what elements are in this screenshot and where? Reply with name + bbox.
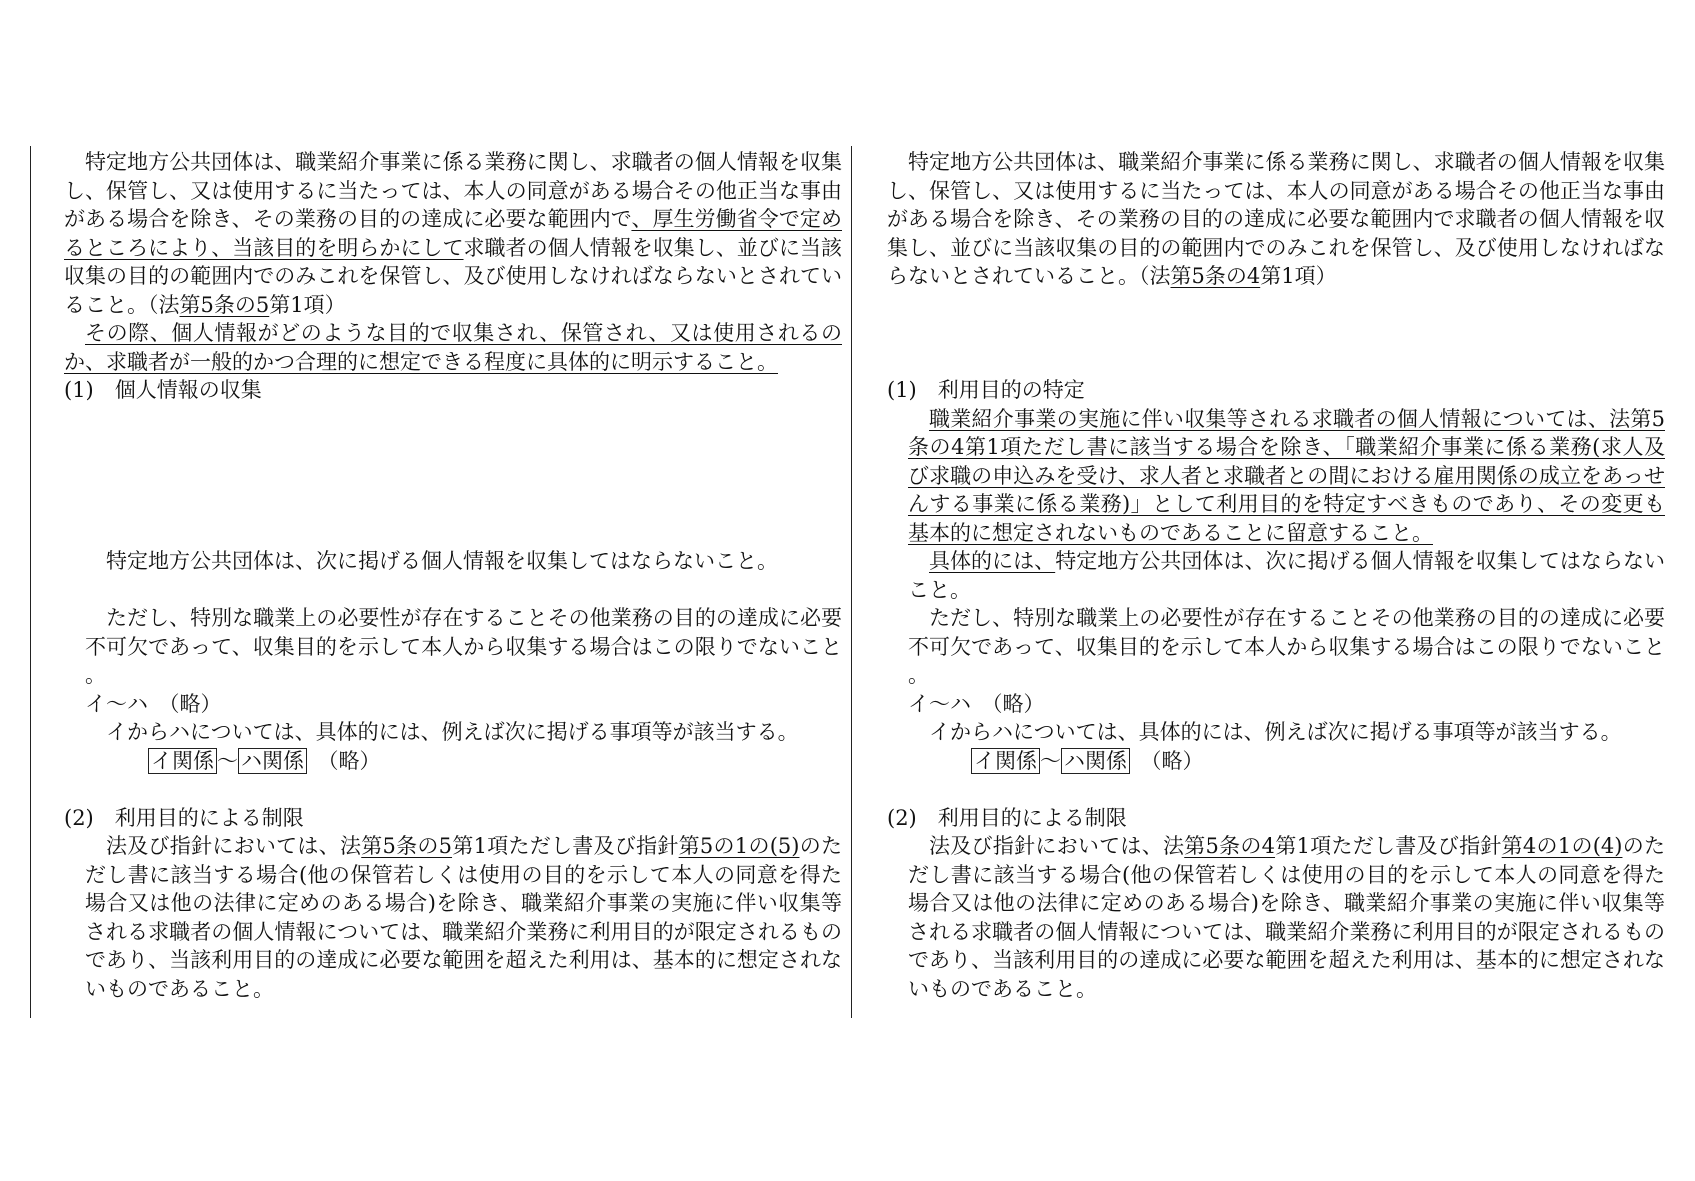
left-border-line	[30, 146, 31, 1018]
right-s2-article-ref: 第5条の4	[1184, 834, 1276, 858]
left-s2-text-c: のただし書に該当する場合(他の保管若しくは使用の目的を示して本人の同意を得た場合又は他の法律に定めのある場合)を除き、職業紹介事業の実施に伴い収集等される求職者の個人情報については、職業紹介業務に利用目的が限定されるものであり、当該利用目的の達成に必要な範囲を超えた利用は、基本的に想定されないものであること。	[85, 834, 843, 1001]
right-box-i: イ関係	[971, 748, 1040, 774]
left-intro-text-3: 求職者の個人情報を収集し、並びに当該収集の目的の範囲内でのみこれを保管し、及び使用しなければならないとされていること。（法	[64, 235, 843, 317]
right-spacer-1b	[887, 348, 1665, 377]
left-column	[64, 148, 842, 1003]
right-s2-text-b: 第1項ただし書及び指針	[1275, 834, 1502, 858]
left-box-i: イ関係	[148, 748, 217, 774]
left-s2-text-a: 法及び指針においては、法	[106, 834, 362, 858]
right-intro-text-2: 第1項）	[1260, 264, 1337, 288]
right-specifically-underlined: 具体的には、	[929, 549, 1056, 573]
right-related-items-row	[887, 747, 1665, 776]
right-section-1-heading	[887, 376, 1665, 405]
left-intro-paragraph	[64, 148, 842, 319]
right-purpose-underlined: 職業紹介事業の実施に伴い収集等される求職者の個人情報については、法第5条の4第1項ただし書に該当する場合を除き、「職業紹介事業に係る業務(求人及び求職の申込みを受け、求人者と求職者との間における雇用関係の成立をあっせんする事業に係る業務)」として利用目的を特定すべきものであり、その変更も基本的に想定されないものであることに留意すること。	[908, 406, 1665, 545]
column-divider	[851, 146, 852, 1018]
right-spacer-1	[887, 291, 1665, 348]
right-s2-text-c: のただし書に該当する場合(他の保管若しくは使用の目的を示して本人の同意を得た場合又は他の法律に定めのある場合)を除き、職業紹介事業の実施に伴い収集等される求職者の個人情報については、職業紹介業務に利用目的が限定されるものであり、当該利用目的の達成に必要な範囲を超えた利用は、基本的に想定されないものであること。	[908, 834, 1666, 1001]
left-s2-article-ref: 第5条の5	[361, 834, 453, 858]
left-spacer-3	[64, 775, 842, 804]
left-spacer-2	[64, 576, 842, 605]
left-section-1-items: イ～ハ （略）	[85, 691, 222, 716]
right-section-1-paragraph-2	[887, 547, 1665, 604]
right-omitted-label: （略）	[1151, 748, 1204, 773]
left-s2-guideline-ref: 第5の1の(5)	[678, 834, 800, 858]
left-section-1-heading: (1) 個人情報の収集	[64, 378, 262, 402]
right-section-1-paragraph-2-text: 特定地方公共団体は、次に掲げる個人情報を収集してはならないこと。	[908, 549, 1666, 602]
left-box-ha: ハ関係	[238, 748, 307, 774]
right-section-1-items: イ～ハ （略）	[908, 691, 1045, 716]
left-omitted-label: （略）	[328, 748, 381, 773]
right-intro-text-1: 特定地方公共団体は、職業紹介事業に係る業務に関し、求職者の個人情報を収集し、保管し、又は使用するに当たっては、本人の同意がある場合その他正当な事由がある場合を除き、その業務の目的の達成に必要な範囲内で求職者の個人情報を収集し、並びに当該収集の目的の範囲内でのみこれを保管し、及び使用しなければならないとされていること。（法	[887, 150, 1665, 288]
right-section-1-paragraph-1	[887, 405, 1665, 548]
left-intro-text-4: 第1項）	[269, 292, 346, 317]
right-tilde: ～	[1040, 748, 1061, 773]
right-box-ha: ハ関係	[1061, 748, 1130, 774]
right-s2-text-a: 法及び指針においては、法	[929, 834, 1185, 858]
right-section-1-paragraph-3: ただし、特別な職業上の必要性が存在することその他業務の目的の達成に必要不可欠であって、収集目的を示して本人から収集する場合はこの限りでないこと。	[908, 606, 1665, 687]
left-intro-text-1: 特定地方公共団体は、職業紹介事業に係る業務に関し、求職者の個人情報を収集し、保管し、又は使用するに当たっては、本人の同意がある場合その他正当な事由がある場合を除き、その業務の目的の達成に必要な範囲内で	[64, 150, 842, 231]
right-s2-guideline-ref: 第4の1の(4)	[1501, 834, 1623, 858]
right-section-1-note: イからハについては、具体的には、例えば次に掲げる事項等が該当する。	[929, 720, 1622, 744]
left-tilde: ～	[217, 748, 238, 773]
left-specification-paragraph	[64, 319, 842, 376]
right-column	[887, 148, 1665, 1003]
right-section-1-heading-text: (1) 利用目的の特定	[887, 378, 1085, 402]
right-intro-article-ref: 第5条の4	[1170, 264, 1261, 288]
left-section-2-paragraph	[64, 832, 842, 1003]
left-intro-article-ref: 第5条の5	[179, 292, 270, 317]
left-section-1-paragraph-1: 特定地方公共団体は、次に掲げる個人情報を収集してはならないこと。	[106, 549, 778, 573]
right-spacer-2	[887, 775, 1665, 804]
left-section-2-heading: (2) 利用目的による制限	[64, 805, 304, 830]
right-section-2-heading: (2) 利用目的による制限	[887, 805, 1127, 830]
right-section-2-paragraph	[887, 832, 1665, 1003]
left-related-items-row	[64, 747, 842, 776]
left-section-1-note: イからハについては、具体的には、例えば次に掲げる事項等が該当する。	[106, 720, 799, 744]
left-intro-underlined: 、厚生労働省令で定めるところにより、当該目的を明らかにして	[64, 207, 842, 260]
left-spacer-1	[64, 405, 842, 548]
left-specification-underlined: その際、個人情報がどのような目的で収集され、保管され、又は使用されるのか、求職者が一般的かつ合理的に想定できる程度に具体的に明示すること。	[64, 321, 842, 374]
right-intro-paragraph	[887, 148, 1665, 291]
left-s2-text-b: 第1項ただし書及び指針	[452, 834, 679, 858]
left-section-1-paragraph-2: ただし、特別な職業上の必要性が存在することその他業務の目的の達成に必要不可欠であって、収集目的を示して本人から収集する場合はこの限りでないこと。	[85, 606, 842, 687]
